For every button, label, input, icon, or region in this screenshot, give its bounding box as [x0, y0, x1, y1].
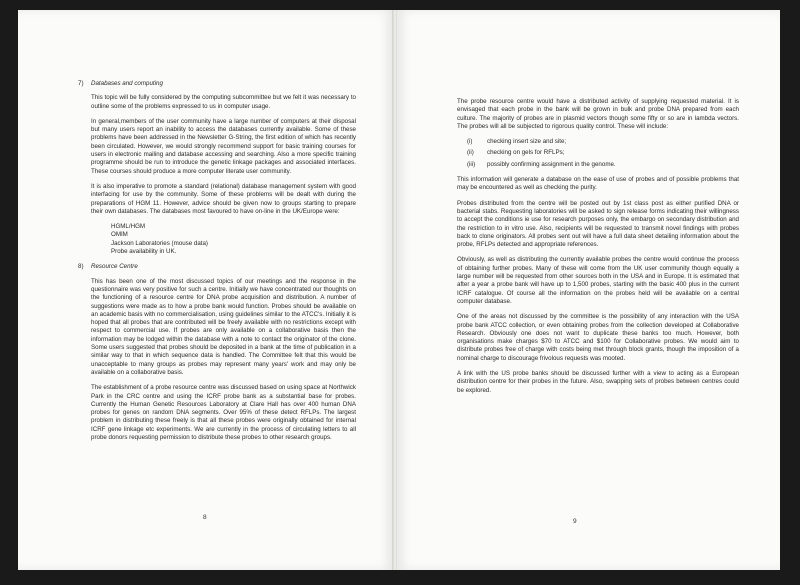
database-list-item: HGML/HGM: [111, 223, 146, 231]
section-7-paragraph: It is also imperative to promote a standard (relational) database management system with good interfacing for use by the community. Some of these problems will be dealt with during the preparations of HGM 11. However, advice should be given now to groups starting to prepare their own databases. The databases most favoured to have on-line in the UK/Europe were:: [91, 182, 356, 215]
section-7-paragraph: This topic will be fully considered by the computing subcommittee but we felt it was necessary to outline some of the problems expressed to us in computer usage.: [91, 94, 356, 110]
qc-list-text: checking insert size and site;: [487, 138, 567, 146]
section-8-paragraph: This has been one of the most discussed topics of our meetings and the response in the questionnaire was very positive for such a centre. Initially we have concentrated our thoughts on the functioning of a resource centre for DNA probe acquisition and distribution. A number of suggestions were made as to how a probe bank would function. Probes should be available on an academic basis with no commercialisation, using guidelines similar to the ATCC's. Initially it is hoped that all probes that are contributed will be freely available with no restrictions except with respect to commercial use. If probes are only available on a collaborative basis then the information may be lodged within the database with a note to contact the originator of the clone. Some users suggested that probes should be deposited in a bank at the time of publication in a similar way to that in which sequence data is handled. The Committee felt that this would be unacceptable to many groups as probes may represent many years' work and may only be available on a collaborative basis.: [91, 277, 356, 376]
section-8-title: Resource Centre: [91, 263, 138, 271]
qc-list-number: (ii): [467, 149, 474, 157]
qc-list-text: checking on gels for RFLPs;: [487, 149, 565, 157]
section-7-heading: [78, 80, 356, 88]
section-8-paragraph: The establishment of a probe resource centre was discussed based on using space at Northwick Park in the CRC centre and using the ICRF probe bank as a substantial base for probes. Currently the Human Genetic Resources Laboratory at Clare Hall has over 400 human DNA probes for genes on random DNA segments. Over 95% of these detect RFLPs. The largest problem in distributing these freely is that all these probes were originally obtained for internal ICRF gene linkage etc experiments. We are currently in the process of circulating letters to all probe donors requesting permission to distribute these probes to other research groups.: [91, 384, 356, 441]
body-paragraph: Probes distributed from the centre will be posted out by 1st class post as either purified DNA or bacterial stabs. Requesting laboratories will be asked to sign release forms indicating their willingness to accept the conditions ie use for research purposes only, the embargo on secondary distribution and the restriction to in vitro use. Also, recipients will be requested to transmit novel findings with probes back to clone originators. All probes sent out will have a full data sheet detailing information about the probe, RFLPs detected and appropriate references.: [457, 199, 739, 249]
qc-list-number: (iii): [467, 160, 476, 168]
section-8-number: 8): [78, 263, 84, 271]
page-number-right: 9: [573, 518, 577, 525]
right-page-text: [457, 98, 739, 402]
intro-paragraph: The probe resource centre would have a distributed activity of supplying requested material. It is envisaged that each probe in the bank will be grown in bulk and probe DNA prepared from each culture. The majority of probes are in plasmid vectors though some fifty or so are in lambda vectors. The probes will all be subjected to rigorous quality control. These will include:: [457, 98, 739, 130]
section-7-paragraph: In general,members of the user community have a large number of computers at their disposal but many users report an inability to access the databases currently available. Some of these problems have been addressed in the Newsletter G-String, the first edition of which has recently been circulated. However, we would strongly recommend support for basic training courses for users in electronic mailing and database accessing and searching. Also a more specific training programme should be run to introduce the genetic linkage packages and associated interfaces. These courses should produce a more computer literate user community.: [91, 117, 356, 175]
section-7-title: Databases and computing: [91, 80, 163, 87]
section-7-number: 7): [78, 80, 84, 87]
body-paragraph: Obviously, as well as distributing the currently available probes the centre would continue the process of obtaining further probes. Many of these will come from the UK user community though equally a large number will be requested from other sources both in the USA and in Europe. It is estimated that after a year a probe bank will have up to 1,500 probes, starting with the basic 400 plus in the current ICRF catalogue. Of course all the information on the probes held will be available on a central computer database.: [457, 256, 739, 305]
page-number-left: 8: [203, 514, 207, 521]
qc-list-text: possibly confirming assignment in the genome.: [487, 160, 616, 168]
section-8-heading: [78, 263, 356, 271]
body-paragraph: A link with the US probe banks should be discussed further with a view to acting as a European distribution centre for their probes in the future. Also, swapping sets of probes between centres could be explored.: [457, 370, 739, 394]
qc-list-item: [457, 149, 739, 157]
left-page-text: [78, 80, 356, 449]
left-page: [18, 10, 393, 570]
database-list-item: Jackson Laboratories (mouse data): [111, 239, 208, 247]
qc-list-number: (i): [467, 138, 473, 146]
qc-list-item: [457, 161, 739, 169]
database-list-item: Probe availability in UK.: [111, 248, 177, 256]
right-page: [397, 10, 780, 570]
database-list: [78, 223, 356, 256]
database-list-item: OMIM: [111, 231, 128, 239]
body-paragraph: One of the areas not discussed by the committee is the possibility of any interaction with the USA probe bank ATCC collection, or even obtaining probes from the collection developed at Collaborative Research. Obviously one does not want to duplicate these banks too much. However, both organisations make charges $70 to ATCC and $100 for Collaborative probes. We would aim to distribute probes free of charge with costs being met through block grants, though the imposition of a nominal charge to discourage frivolous requests was mooted.: [457, 313, 739, 362]
qc-list-item: [457, 138, 739, 146]
body-paragraph: This information will generate a database on the ease of use of probes and of possible problems that may be encountered as well as checking the purity.: [457, 176, 739, 192]
